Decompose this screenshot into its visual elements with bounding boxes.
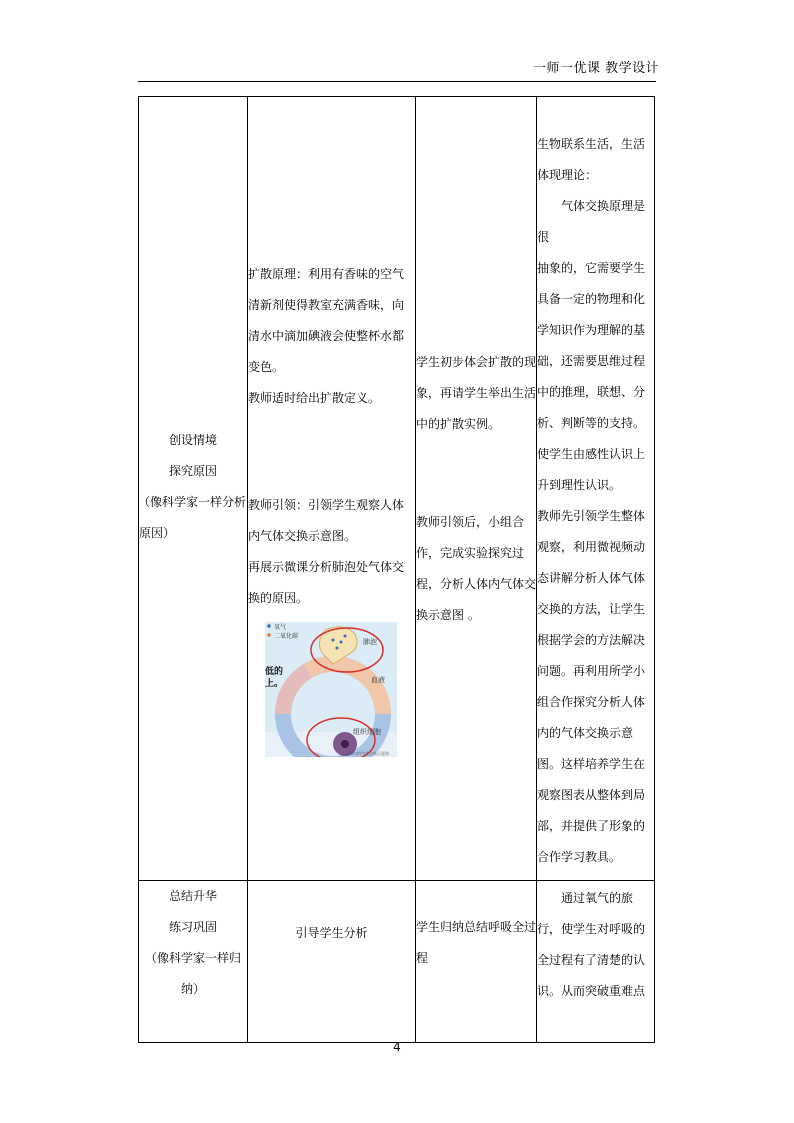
text-line: 学知识作为理解的基 <box>537 323 646 337</box>
design-intent-cell <box>537 881 655 1043</box>
side-text: 上。 <box>265 679 284 689</box>
text-line: 识。从而突破重难点 <box>537 984 646 998</box>
text-line: 生物联系生活，生活 <box>537 137 646 151</box>
text-line: 析、判断等的支持。 <box>537 416 646 430</box>
page-number: 4 <box>393 1040 401 1054</box>
stage-line: 纳） <box>180 982 205 996</box>
design-intent-cell <box>537 97 655 881</box>
stage-cell <box>139 97 248 881</box>
stage-line: （像科学家一样归 <box>144 951 241 965</box>
text-line: 观察，利用微视频动 <box>537 540 646 554</box>
teacher-activity-cell <box>248 881 416 1043</box>
text-line: 引导学生分析 <box>295 926 368 940</box>
text-line: 交换的方法，让学生 <box>537 602 646 616</box>
text-line: 根据学会的方法解决 <box>537 633 646 647</box>
text-line: 中的推理，联想、分 <box>537 385 646 399</box>
text-line: 学生归纳总结呼吸全过 <box>416 920 537 934</box>
text-line: 组合作探究分析人体 <box>537 695 646 709</box>
text-line: 图。这样培养学生在 <box>537 757 646 771</box>
stage-line: 总结升华 <box>168 889 217 903</box>
text-line: 换的原因。 <box>248 591 309 605</box>
gas-exchange-diagram <box>265 622 397 757</box>
teacher-activity-cell <box>248 97 416 881</box>
stage-line: 创设情境 <box>168 433 217 447</box>
stage-line: 原因） <box>139 526 176 540</box>
text-line: 清新剂使得教室充满香味，向 <box>248 298 405 312</box>
lesson-plan-table <box>138 96 655 1043</box>
label-tissue-cell: 组织细胞 <box>353 728 381 736</box>
text-line: 教师适时给出扩散定义。 <box>248 391 381 405</box>
text-line: 教师引领：引领学生观察人体 <box>248 498 405 512</box>
text-line: 内的气体交换示意 <box>537 726 634 740</box>
text-line: 具备一定的物理和化 <box>537 292 646 306</box>
stage-line: 练习巩固 <box>168 920 217 934</box>
text-line: 气体交换原理是很 <box>537 199 646 244</box>
text-line: 程，分析人体内气体交 <box>416 577 537 591</box>
text-line: 抽象的，它需要学生 <box>537 261 646 275</box>
diagram-caption: 人体内的气体交换示意图 <box>345 751 389 756</box>
text-line: 程 <box>416 951 429 965</box>
text-line: 换示意图 。 <box>416 608 480 622</box>
text-line: 升到理性认识。 <box>537 478 622 492</box>
text-line: 部，并提供了形象的 <box>537 819 646 833</box>
table-row <box>139 881 655 1043</box>
text-line: 学生初步体会扩散的现 <box>416 355 537 369</box>
text-line: 问题。再利用所学小 <box>537 664 646 678</box>
side-text: 低的 <box>265 667 284 677</box>
header-title: 一师一优课 教学设计 <box>533 61 660 76</box>
student-activity-cell <box>416 881 537 1043</box>
header-divider <box>138 81 656 82</box>
text-line: 行，使学生对呼吸的 <box>537 922 646 936</box>
text-line: 再展示微课分析肺泡处气体交 <box>248 560 405 574</box>
text-line: 合作学习教具。 <box>537 850 622 864</box>
text-line: 教师引领后，小组合 <box>416 515 525 529</box>
text-line: 教师先引领学生整体 <box>537 509 646 523</box>
text-line: 础，还需要思维过程 <box>537 354 646 368</box>
text-line: 扩散原理：利用有香味的空气 <box>248 267 405 281</box>
text-line: 态讲解分析人体气体 <box>537 571 646 585</box>
text-line: 全过程有了清楚的认 <box>537 953 646 967</box>
stage-line: 探究原因 <box>168 464 217 478</box>
text-line: 清水中滴加碘液会使整杯水都 <box>248 329 405 343</box>
text-line: 通过氧气的旅 <box>561 891 634 905</box>
legend-co2: 二氧化碳 <box>274 633 299 640</box>
label-alveolus: 肺泡 <box>363 638 377 646</box>
table-row <box>139 97 655 881</box>
text-line: 体现理论： <box>537 168 598 182</box>
text-line: 变色。 <box>248 360 285 374</box>
stage-cell <box>139 881 248 1043</box>
legend-oxygen: 氧气 <box>274 624 287 631</box>
text-line: 使学生由感性认识上 <box>537 447 646 461</box>
text-line: 中的扩散实例。 <box>416 417 501 431</box>
student-activity-cell <box>416 97 537 881</box>
text-line: 作，完成实验探究过 <box>416 546 525 560</box>
text-line: 观察图表从整体到局 <box>537 788 646 802</box>
text-line: 内气体交换示意图。 <box>248 529 357 543</box>
stage-line: （像科学家一样分析 <box>137 495 246 509</box>
text-line: 象，再请学生举出生活 <box>416 386 537 400</box>
label-blood: 血液 <box>371 676 385 684</box>
